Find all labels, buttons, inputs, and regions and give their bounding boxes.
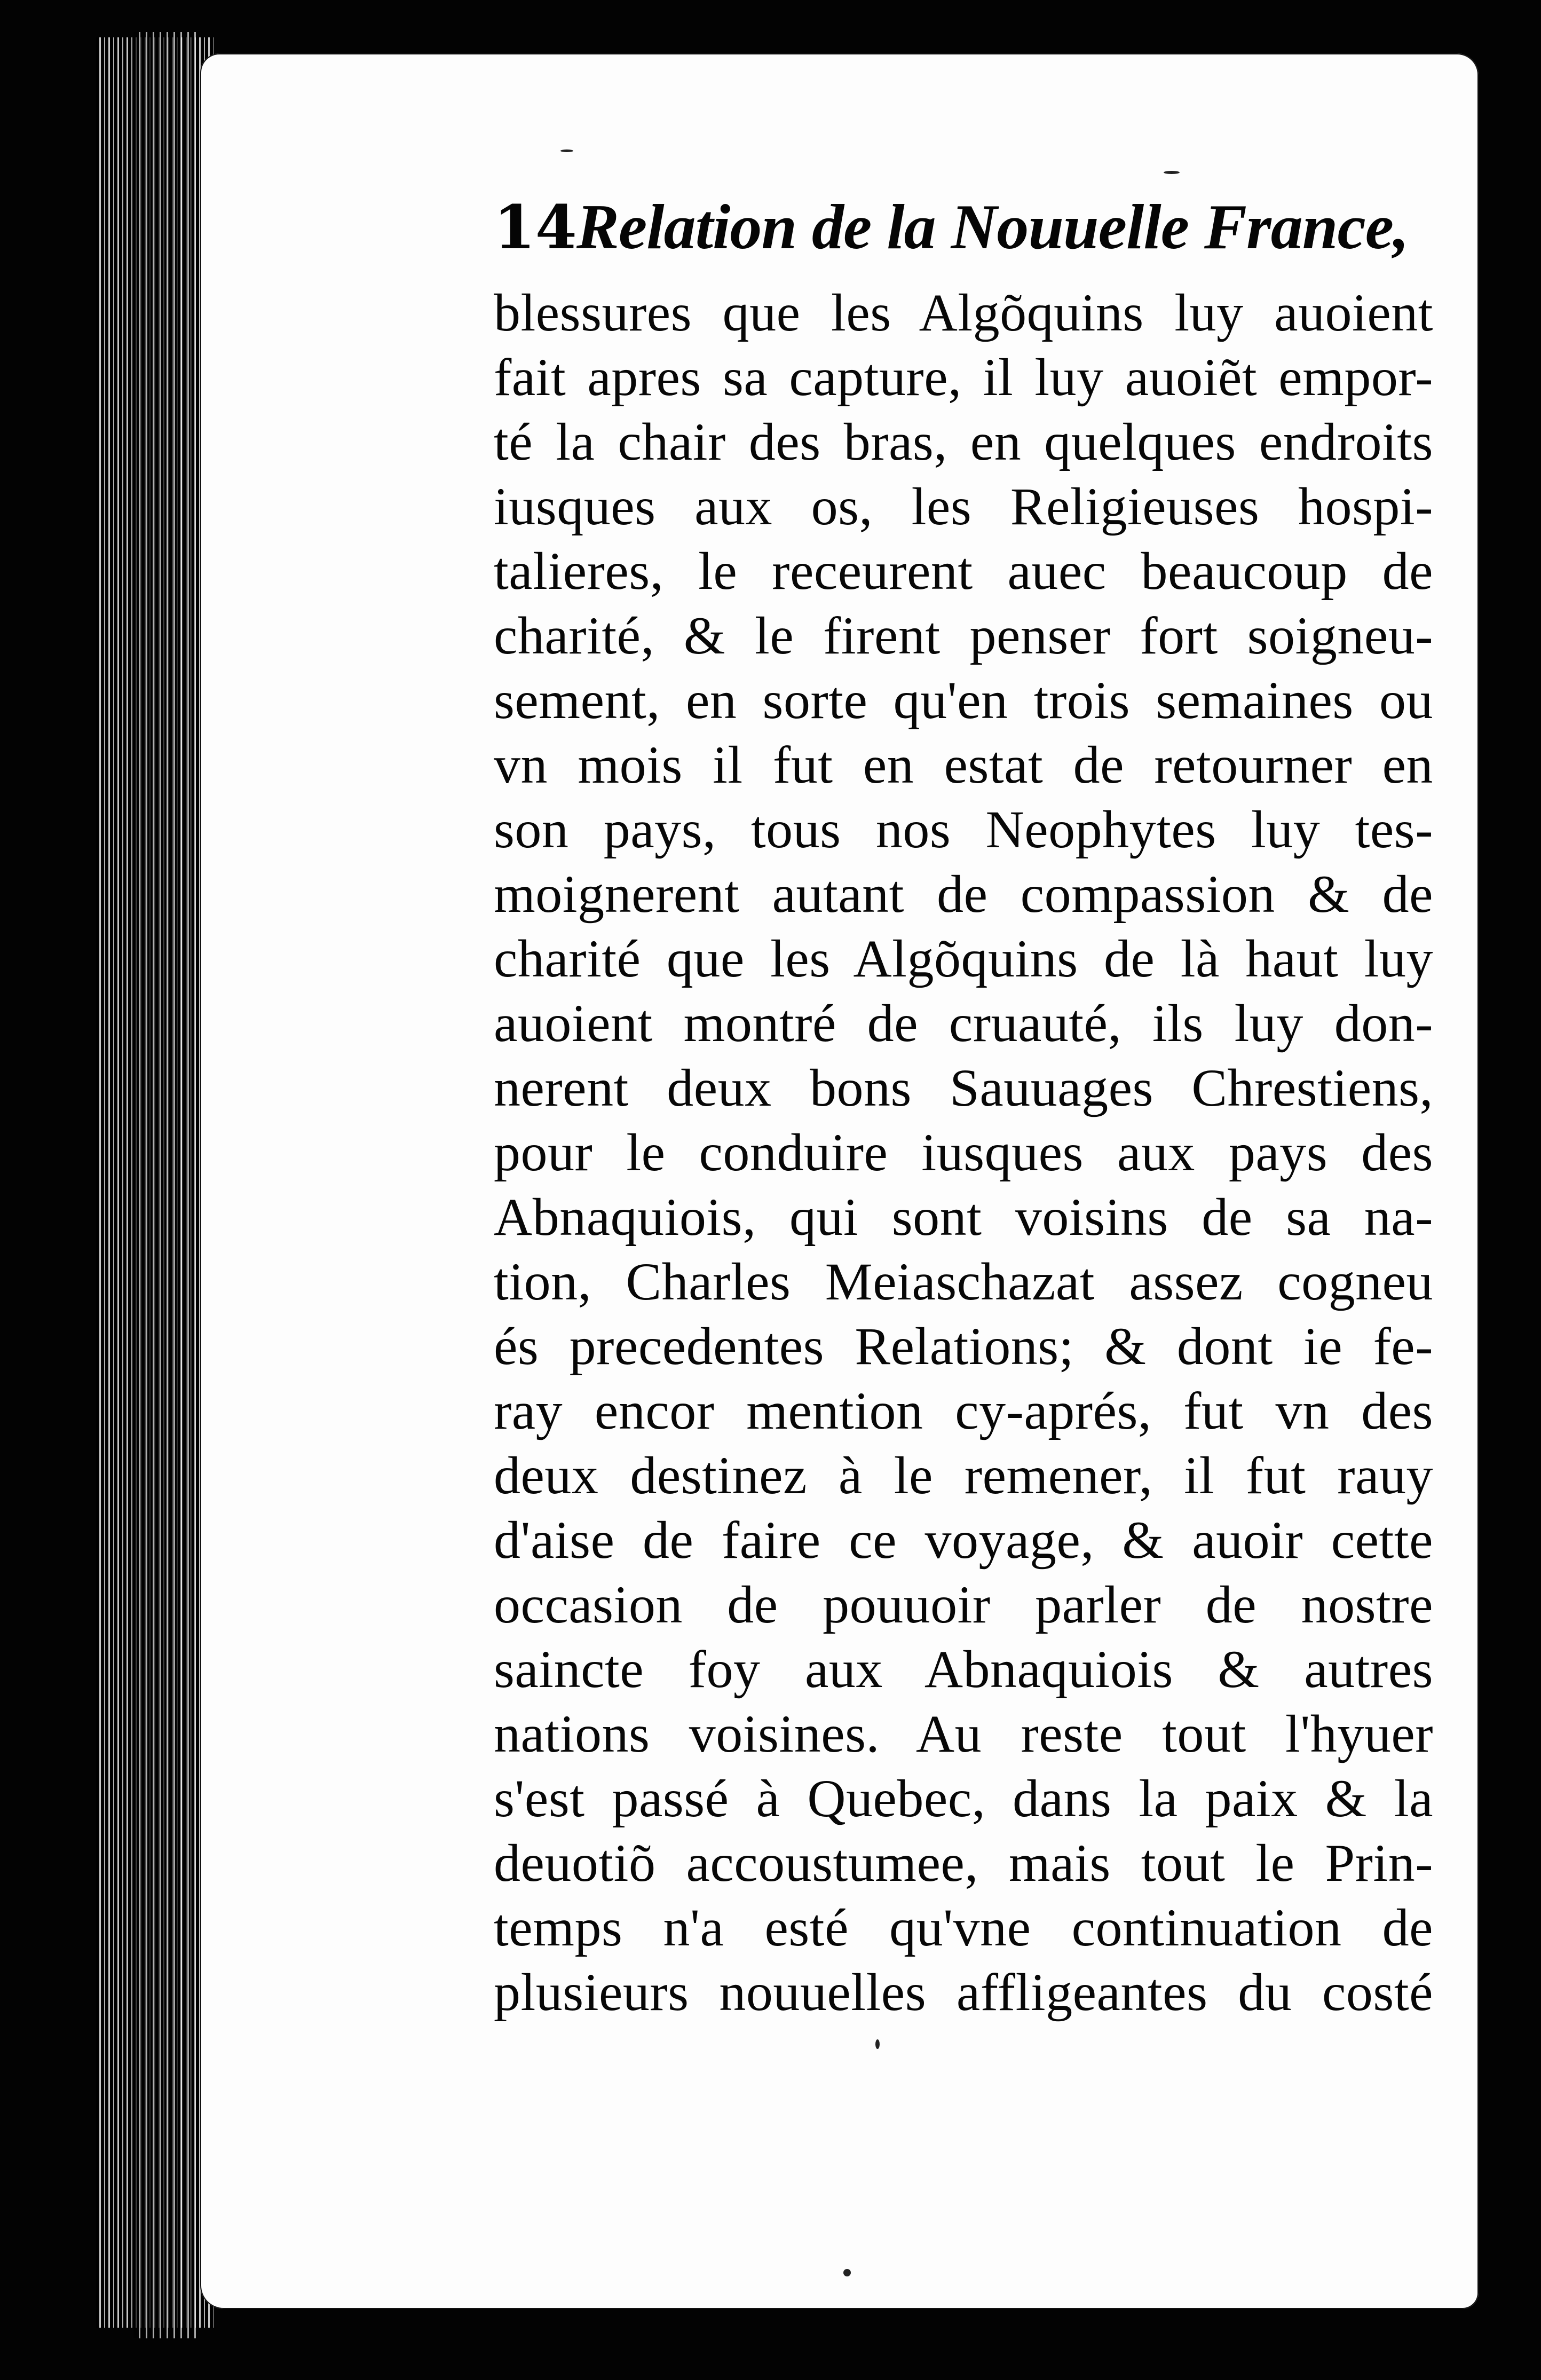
text-line: tion, Charles Meiaschazat assez cogneu [494,1252,1433,1311]
running-head [494,191,1433,286]
text-line: té la chair des bras, en quelques endroits [494,412,1433,471]
text-line: és precedentes Relations; & dont ie fe- [494,1317,1433,1376]
text-line: moignerent autant de compassion & de [494,864,1433,924]
text-block [494,191,1433,2024]
text-line: sement, en sorte qu'en trois semaines ou [494,671,1433,730]
running-title: Relation de la Nouuelle France, [576,191,1409,262]
text-line: saincte foy aux Abnaquiois & autres [494,1640,1433,1699]
body-text [494,280,1433,2024]
book-page-edges-inner [133,32,197,2338]
text-line: occasion de pouuoir parler de nostre [494,1575,1433,1634]
page-number: 14 [494,193,577,263]
text-line: Abnaquiois, qui sont voisins de sa na- [494,1187,1433,1247]
text-line: ray encor mention cy-aprés, fut vn des [494,1381,1433,1440]
text-line: temps n'a esté qu'vne continuation de [494,1898,1433,1957]
text-line: son pays, tous nos Neophytes luy tes- [494,800,1433,859]
text-line: vn mois il fut en estat de retourner en [494,735,1433,794]
scan-speck [1164,171,1180,174]
text-line: s'est passé à Quebec, dans la paix & la [494,1769,1433,1828]
text-line: d'aise de faire ce voyage, & auoir cette [494,1510,1433,1570]
text-line: iusques aux os, les Religieuses hospi- [494,477,1433,536]
text-line: auoient montré de cruauté, ils luy don- [494,994,1433,1053]
scan-speck [875,2039,880,2049]
text-line: deux destinez à le remener, il fut rauy [494,1446,1433,1505]
text-line: fait apres sa capture, il luy auoiẽt empor- [494,348,1433,407]
text-line: talieres, le receurent auec beaucoup de [494,541,1433,601]
text-line: deuotiõ accoustumee, mais tout le Prin- [494,1833,1433,1893]
scan-speck [843,2269,851,2276]
text-line: plusieurs nouuelles affligeantes du costé [494,1963,1433,2022]
text-line: pour le conduire iusques aux pays des [494,1123,1433,1182]
text-line: charité, & le firent penser fort soigneu- [494,606,1433,665]
text-line: nations voisines. Au reste tout l'hyuer [494,1704,1433,1763]
scan-speck [560,149,573,152]
text-line: blessures que les Algõquins luy auoient [494,283,1433,342]
text-line: charité que les Algõquins de là haut luy [494,929,1433,988]
text-line: nerent deux bons Sauuages Chrestiens, [494,1058,1433,1117]
